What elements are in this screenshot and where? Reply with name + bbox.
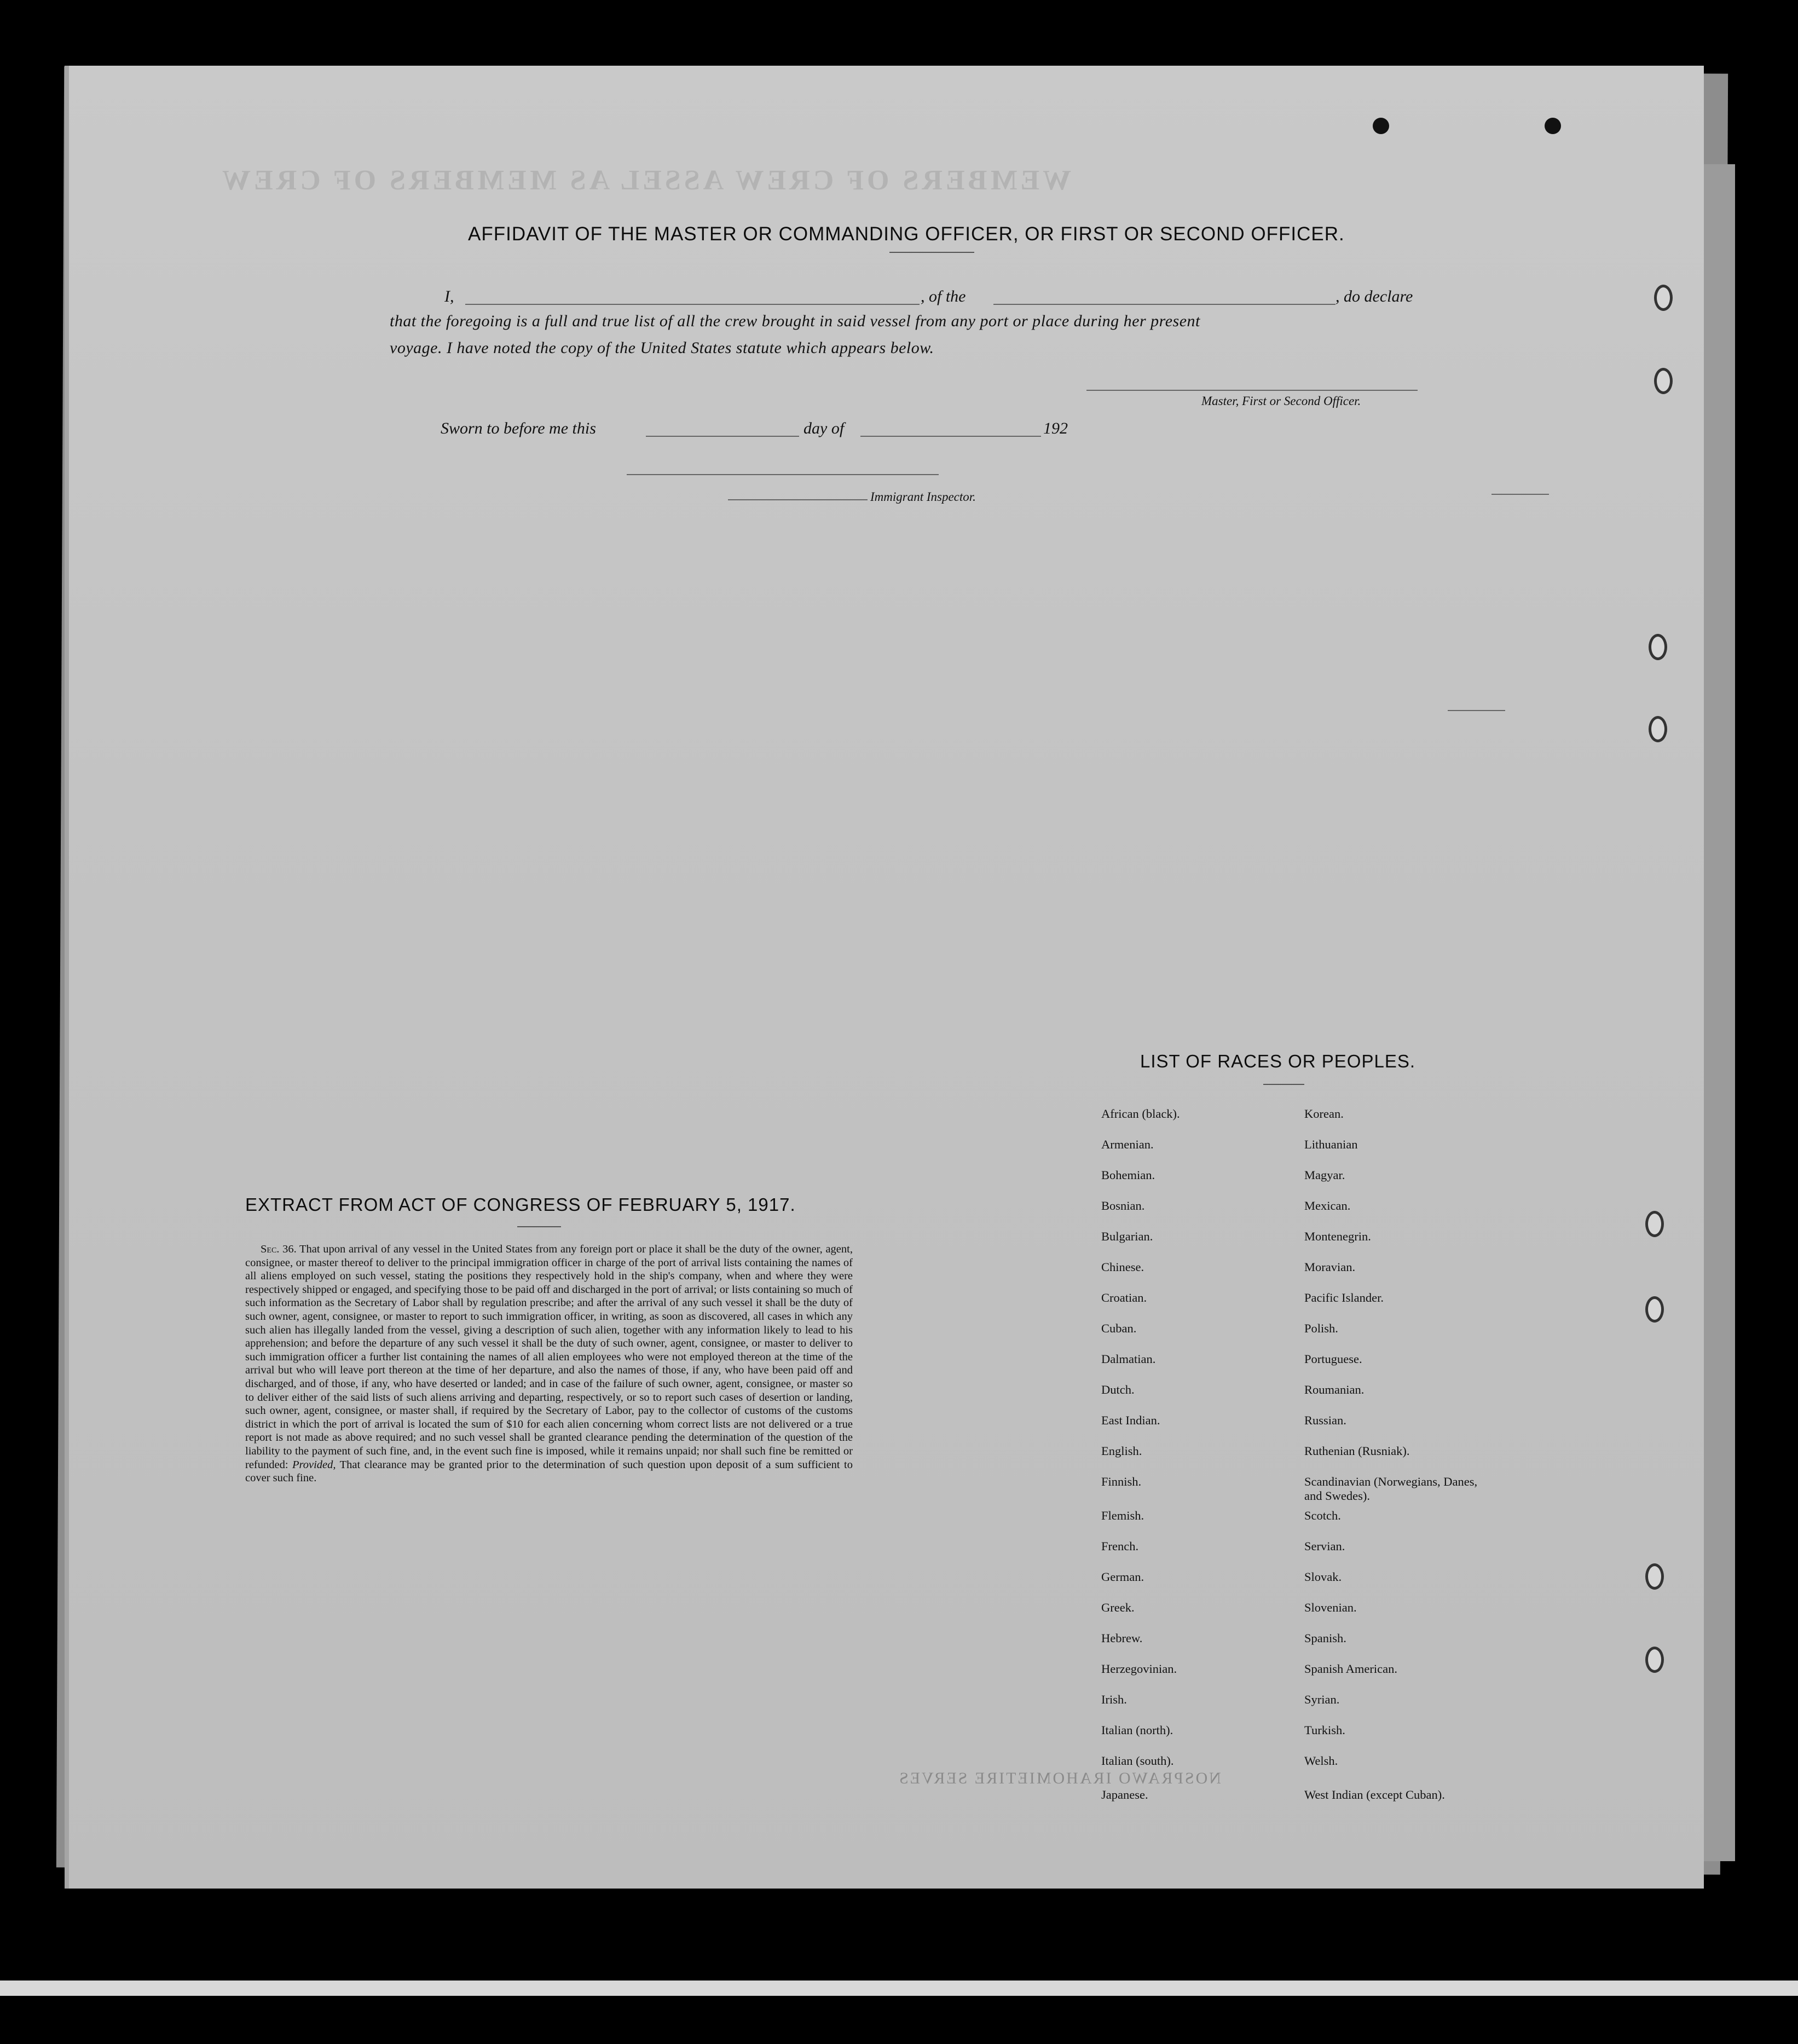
race-item-left: Italian (south). [1101, 1754, 1174, 1768]
race-item-left: Italian (north). [1101, 1723, 1173, 1737]
binding-ring [1654, 285, 1673, 311]
inspector-signature-line [728, 499, 868, 500]
race-item-left: Greek. [1101, 1601, 1135, 1614]
bleed-through-header: WEMBERS OF CREW ASSEL AS MEMBERS OF CREW [219, 165, 1072, 196]
race-item-left: Bohemian. [1101, 1168, 1155, 1182]
provided-label: Provided, [292, 1458, 336, 1471]
race-item-right: Mexican. [1304, 1199, 1351, 1212]
race-item-right: Lithuanian [1304, 1138, 1358, 1151]
extract-title: EXTRACT FROM ACT OF CONGRESS OF FEBRUARY 5, 1917. [245, 1194, 796, 1215]
month-blank-line [860, 436, 1041, 437]
race-item-left: German. [1101, 1570, 1144, 1584]
affidavit-of-the: , of the [921, 287, 966, 305]
race-item-right: Magyar. [1304, 1168, 1345, 1182]
races-title: LIST OF RACES OR PEOPLES. [1140, 1051, 1416, 1071]
binding-ring [1645, 1647, 1664, 1673]
race-item-left: Flemish. [1101, 1509, 1144, 1522]
race-item-left: Dutch. [1101, 1383, 1135, 1396]
race-item-left: Dalmatian. [1101, 1352, 1156, 1366]
dash-mark [1448, 710, 1505, 711]
affidavit-title-rule [889, 252, 974, 253]
races-title-rule [1263, 1084, 1304, 1085]
affidavit-line-2: that the foregoing is a full and true list of all the crew brought in said vessel from any port or place during her present [390, 312, 1200, 330]
sworn-before-label: Sworn to before me this [441, 419, 596, 437]
punch-hole [1373, 118, 1389, 134]
binding-ring [1645, 1211, 1664, 1237]
race-item-right: West Indian (except Cuban). [1304, 1788, 1445, 1802]
binding-ring [1649, 716, 1667, 742]
race-item-right: Slovak. [1304, 1570, 1342, 1584]
race-item-left: Armenian. [1101, 1138, 1154, 1151]
race-item-right: Roumanian. [1304, 1383, 1365, 1396]
vessel-blank-line [993, 304, 1336, 305]
race-item-left: Finnish. [1101, 1475, 1142, 1488]
race-item-right: Spanish American. [1304, 1662, 1397, 1676]
dash-mark [1491, 494, 1549, 495]
race-item-left: Chinese. [1101, 1260, 1144, 1274]
race-item-right: Scotch. [1304, 1509, 1341, 1522]
binding-ring [1649, 634, 1667, 660]
inspector-top-line [627, 474, 939, 475]
affidavit-title: AFFIDAVIT OF THE MASTER OR COMMANDING OFFICER, OR FIRST OR SECOND OFFICER. [468, 223, 1345, 245]
race-item-right: Russian. [1304, 1413, 1346, 1427]
race-item-left: Irish. [1101, 1693, 1127, 1706]
race-item-left: Bulgarian. [1101, 1229, 1153, 1243]
affidavit-i: I, [444, 287, 454, 305]
section-label: Sec. 36. [261, 1243, 297, 1255]
bleed-through-stamp: NOSPRAWO IRAHOMIETIRE SERVES [898, 1769, 1221, 1787]
race-item-left: Japanese. [1101, 1788, 1148, 1802]
affidavit-line-3: voyage. I have noted the copy of the United States statute which appears below. [390, 339, 934, 357]
race-item-left: Bosnian. [1101, 1199, 1145, 1212]
race-item-right: Scandinavian (Norwegians, Danes, and Swedes). [1304, 1475, 1478, 1503]
year-label: 192 [1043, 419, 1068, 437]
extract-title-rule [517, 1226, 561, 1227]
race-item-right: Turkish. [1304, 1723, 1345, 1737]
day-blank-line [646, 436, 799, 437]
binding-ring [1654, 368, 1673, 394]
race-item-left: Hebrew. [1101, 1631, 1143, 1645]
race-item-right: Slovenian. [1304, 1601, 1357, 1614]
extract-main-text: That upon arrival of any vessel in the United States from any foreign port or place it shall be the duty of the owner, agent, consignee, or master thereof to deliver to the principal immigration officer in charge of the port of arrival lists containing the names of all aliens employed on such vessel, stating the positions they respectively hold in the ship's company, when and where they were respectively shipped or engaged, and specifying those to be paid off and discharged in the port of arrival; or lists containing so much of such information as the Secretary of Labor shall by regulation prescribe; and after the arrival of any such vessel it shall be the duty of such owner, agent, consignee, or master to report to such immigration officer, in writing, as soon as discovered, all cases in which any such alien has illegally landed from the vessel, giving a description of such alien, together with any information likely to lead to his apprehension; and before the departure of any such vessel it shall be the duty of such owner, agent, consignee, or master to deliver to such immigration officer a further list containing the names of all alien employees who were not employed thereon at the time of the arrival but who will leave port thereon at the time of her departure, and also the names of those, if any, who have been paid off and discharged, and of those, if any, who have deserted or landed; and in case of the failure of such owner, agent, consignee, or master so to deliver either of the said lists of such aliens arriving and departing, respectively, or so to report such cases of desertion or landing, such owner, agent, consignee, or master shall, if required by the Secretary of Labor, pay to the collector of customs of the customs district in which the port of arrival is located the sum of $10 for each alien concerning whom correct lists are not delivered or a true report is not made as above required; and no such vessel shall be granted clearance pending the determination of the question of the liability to the payment of such fine, and, in the event such fine is imposed, while it remains unpaid; nor shall such fine be remitted or refunded: [245, 1243, 853, 1471]
race-item-right: Montenegrin. [1304, 1229, 1371, 1243]
race-item-left: African (black). [1101, 1107, 1180, 1121]
extract-end-text: That clearance may be granted prior to the determination of such question upon deposit of a sum sufficient to cover such fine. [245, 1458, 853, 1485]
day-of-label: day of [803, 419, 845, 437]
race-item-right: Polish. [1304, 1321, 1338, 1335]
master-signature-label: Master, First or Second Officer. [1201, 394, 1361, 408]
race-item-left: Croatian. [1101, 1291, 1147, 1304]
race-item-right: Korean. [1304, 1107, 1344, 1121]
race-item-right: Portuguese. [1304, 1352, 1362, 1366]
race-item-right: Ruthenian (Rusniak). [1304, 1444, 1410, 1458]
punch-hole [1545, 118, 1561, 134]
race-item-left: Herzegovinian. [1101, 1662, 1177, 1676]
affidavit-declare: , do declare [1336, 287, 1413, 305]
race-item-right: Syrian. [1304, 1693, 1340, 1706]
master-signature-line [1086, 390, 1418, 391]
race-item-right: Moravian. [1304, 1260, 1356, 1274]
race-item-left: French. [1101, 1539, 1139, 1553]
binding-ring [1645, 1563, 1664, 1590]
race-item-right: Pacific Islander. [1304, 1291, 1384, 1304]
race-item-left: English. [1101, 1444, 1142, 1458]
extract-body [245, 1243, 853, 1485]
race-item-right: Servian. [1304, 1539, 1345, 1553]
binding-ring [1645, 1296, 1664, 1323]
inspector-label: Immigrant Inspector. [870, 490, 976, 504]
race-item-right: Welsh. [1304, 1754, 1338, 1768]
name-blank-line [465, 304, 920, 305]
race-item-right: Spanish. [1304, 1631, 1346, 1645]
race-item-left: Cuban. [1101, 1321, 1137, 1335]
bottom-light-strip [0, 1981, 1798, 1996]
race-item-left: East Indian. [1101, 1413, 1160, 1427]
